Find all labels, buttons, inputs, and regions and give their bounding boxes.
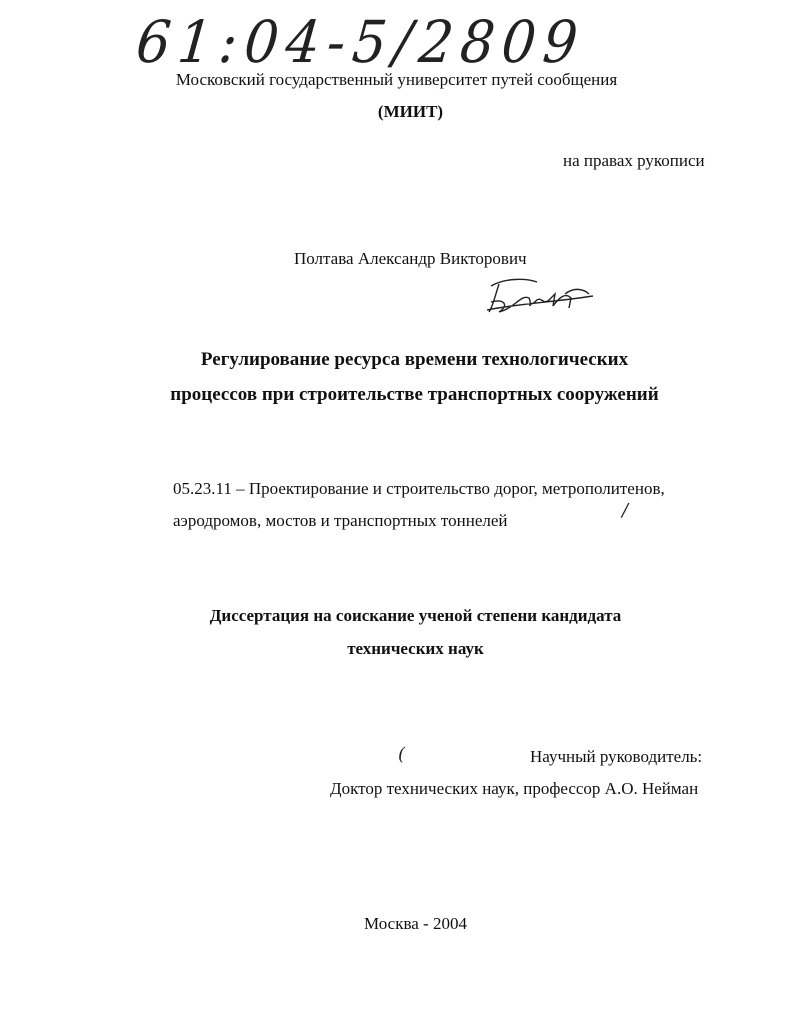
handwritten-archive-code: 61:04-5/2809 (133, 8, 588, 76)
author-signature (485, 272, 595, 318)
institution-abbreviation: (МИИТ) (377, 102, 444, 121)
city-year: Москва - 2004 (364, 914, 467, 933)
specialty-line-1: 05.23.11 – Проектирование и строительство дорог, метрополитенов, (173, 479, 665, 498)
institution-name: Московский государственный университет путей сообщения (175, 70, 618, 89)
supervisor-label: Научный руководитель: (530, 747, 703, 766)
thesis-title-line-1: Регулирование ресурса времени технологических (200, 349, 629, 370)
author-name: Полтава Александр Викторович (294, 249, 527, 268)
pen-mark: ( (398, 744, 406, 765)
manuscript-note: на правах рукописи (563, 151, 705, 170)
degree-line-2: технических наук (347, 639, 484, 658)
thesis-title-line-2: процессов при строительстве транспортных сооружений (170, 384, 659, 405)
supervisor-name: Доктор технических наук, профессор А.О. Нейман (330, 779, 699, 798)
specialty-line-2: аэродромов, мостов и транспортных тоннелей (173, 511, 508, 530)
degree-line-1: Диссертация на соискание ученой степени кандидата (209, 606, 622, 625)
pen-mark: / (622, 500, 629, 521)
